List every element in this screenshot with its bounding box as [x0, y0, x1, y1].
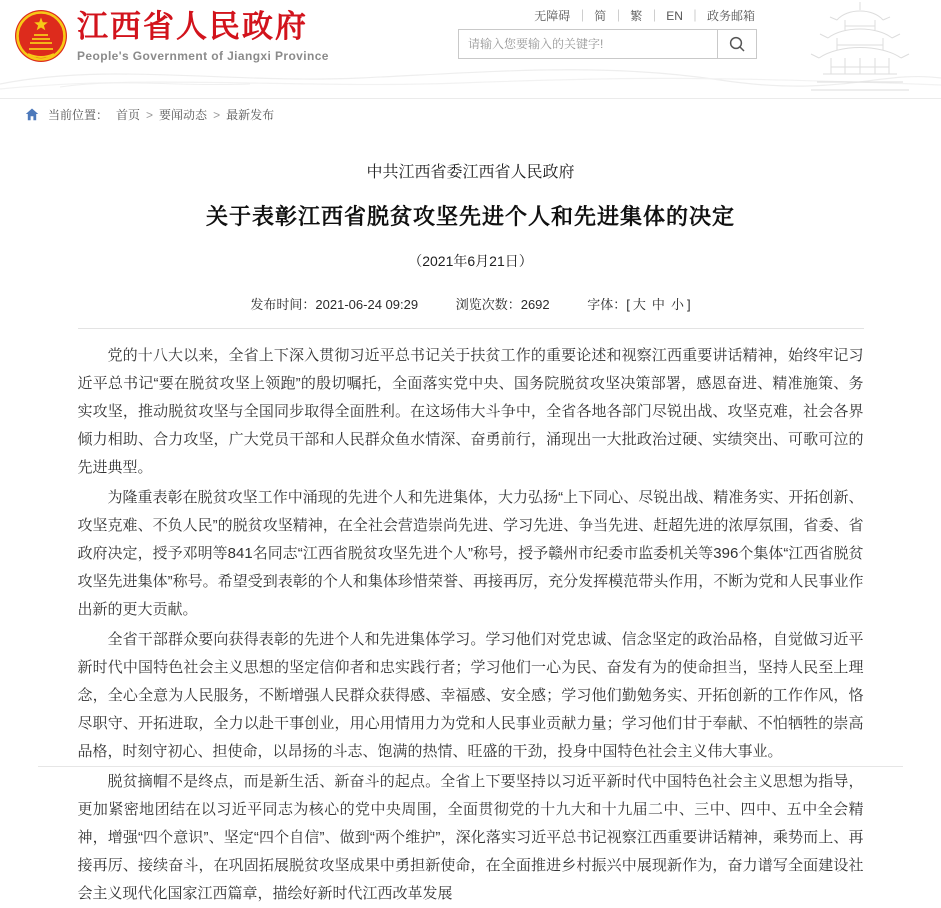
article-paragraph: 为隆重表彰在脱贫攻坚工作中涌现的先进个人和先进集体，大力弘扬“上下同心、尽锐出战、精准务实、开拓创新、攻坚克难、不负人民”的脱贫攻坚精神，在全社会营造崇尚先进、学习先进、争当先进、赶超先进的浓厚氛围，省委、省政府决定，授予邓明等841名同志“江西省脱贫攻坚先进个人”称号，授予赣州市纪委市监委机关等396个集体“江西省脱贫攻坚先进集体”称号。希望受到表彰的个人和集体珍惜荣誉、再接再厉，充分发挥模范带头作用，不断为党和人民事业作出新的更大贡献。: [77, 488, 864, 618]
link-separator: ｜: [576, 9, 589, 23]
view-count: [456, 297, 550, 312]
search-icon: [728, 35, 746, 53]
publish-time-value: 2021-06-24 09:29: [315, 296, 419, 312]
breadcrumb-home[interactable]: 首页: [116, 108, 141, 122]
link-separator: ｜: [648, 9, 661, 23]
site-logo[interactable]: [14, 9, 329, 63]
site-title: 江西省人民政府: [77, 9, 308, 45]
top-link-gov-mailbox[interactable]: 政务邮箱: [706, 9, 755, 23]
font-size-large-button[interactable]: 大: [632, 296, 646, 312]
article-meta: [78, 294, 864, 313]
breadcrumb-separator: >: [213, 107, 221, 122]
home-icon: [25, 108, 39, 121]
link-separator: ｜: [612, 9, 625, 23]
article-paragraph: 全省干部群众要向获得表彰的先进个人和先进集体学习。学习他们对党忠诚、信念坚定的政治品格，自觉做习近平新时代中国特色社会主义思想的坚定信仰者和忠实践行者；学习他们一心为民、奋发有为的使命担当，坚持人民至上理念，全心全意为人民服务，不断增强人民群众获得感、幸福感、安全感；学习他们勤勉务实、开拓创新的工作作风，恪尽职守、开拓进取，全力以赴干事创业，用心用情用力为党和人民事业贡献力量；学习他们甘于奉献、不怕牺牲的崇高品格，时刻守初心、担使命，以昂扬的斗志、饱满的热情、旺盛的干劲，投身中国特色社会主义伟大事业。: [77, 630, 864, 760]
breadcrumb-label: 当前位置：: [48, 108, 109, 122]
article-date: （2021年6月21日）: [408, 252, 533, 269]
article-paragraph: 脱贫摘帽不是终点，而是新生活、新奋斗的起点。全省上下要坚持以习近平新时代中国特色社会主义思想为指导，更加紧密地团结在以习近平同志为核心的党中央周围，全面贯彻党的十九大和十九届二中、三中、四中、五中全会精神，增强“四个意识”、坚定“四个自信”、做到“两个维护”，深化落实习近平总书记视察江西重要讲话精神，乘势而上、再接再厉、接续奋斗，在巩固拓展脱贫攻坚成果中勇担新使命，在全面推进乡村振兴中展现新作为，奋力谱写全面建设社会主义现代化国家江西篇章，描绘好新时代江西改革发展: [77, 772, 864, 902]
view-count-label: 浏览次数：: [455, 296, 521, 312]
font-size-small-button[interactable]: 小: [670, 296, 684, 312]
search-input[interactable]: [459, 30, 717, 58]
site-subtitle: People's Government of Jiangxi Province: [77, 48, 329, 63]
breadcrumb: [0, 99, 941, 130]
view-count-value: 2692: [520, 296, 550, 312]
font-size-control: [587, 297, 690, 312]
top-link-traditional-chinese[interactable]: 繁: [630, 9, 643, 23]
article-paragraph: 党的十八大以来，全省上下深入贯彻习近平总书记关于扶贫工作的重要论述和视察江西重要讲话精神，始终牢记习近平总书记“要在脱贫攻坚上领跑”的殷切嘱托，全面落实党中央、国务院脱贫攻坚决策部署，感恩奋进、精准施策、务实攻坚，推动脱贫攻坚与全国同步取得全面胜利。在这场伟大斗争中，全省各地各部门尽锐出战、攻坚克难，社会各界倾力相助、合力攻坚，广大党员干部和人民群众鱼水情深、奋勇前行，涌现出一大批政治过硬、实绩突出、可歌可泣的先进典型。: [77, 346, 864, 476]
search-button[interactable]: [717, 30, 756, 58]
content-divider: [78, 328, 864, 329]
article-title: 关于表彰江西省脱贫攻坚先进个人和先进集体的决定: [205, 204, 735, 229]
national-emblem-icon: [14, 9, 68, 63]
site-header: [0, 0, 941, 99]
bottom-divider: [38, 766, 903, 767]
top-links-nav: [532, 7, 757, 24]
search-box: [458, 29, 757, 59]
breadcrumb-separator: >: [146, 107, 154, 122]
font-size-bracket-open: [: [626, 296, 630, 312]
link-separator: ｜: [688, 9, 701, 23]
top-link-english[interactable]: EN: [666, 9, 683, 23]
article: [78, 159, 864, 908]
top-link-simplified-chinese[interactable]: 简: [594, 9, 607, 23]
article-issuer: 中共江西省委江西省人民政府: [366, 164, 575, 181]
font-size-label: 字体：: [587, 296, 627, 312]
font-size-bracket-close: ]: [686, 296, 691, 312]
breadcrumb-latest-release[interactable]: 最新发布: [226, 108, 275, 122]
breadcrumb-news[interactable]: 要闻动态: [159, 108, 208, 122]
publish-time: [250, 297, 418, 312]
publish-time-label: 发布时间：: [250, 296, 316, 312]
font-size-medium-button[interactable]: 中: [651, 296, 665, 312]
pagoda-sketch-decoration: [785, 0, 935, 95]
top-link-accessibility[interactable]: 无障碍: [534, 9, 571, 23]
